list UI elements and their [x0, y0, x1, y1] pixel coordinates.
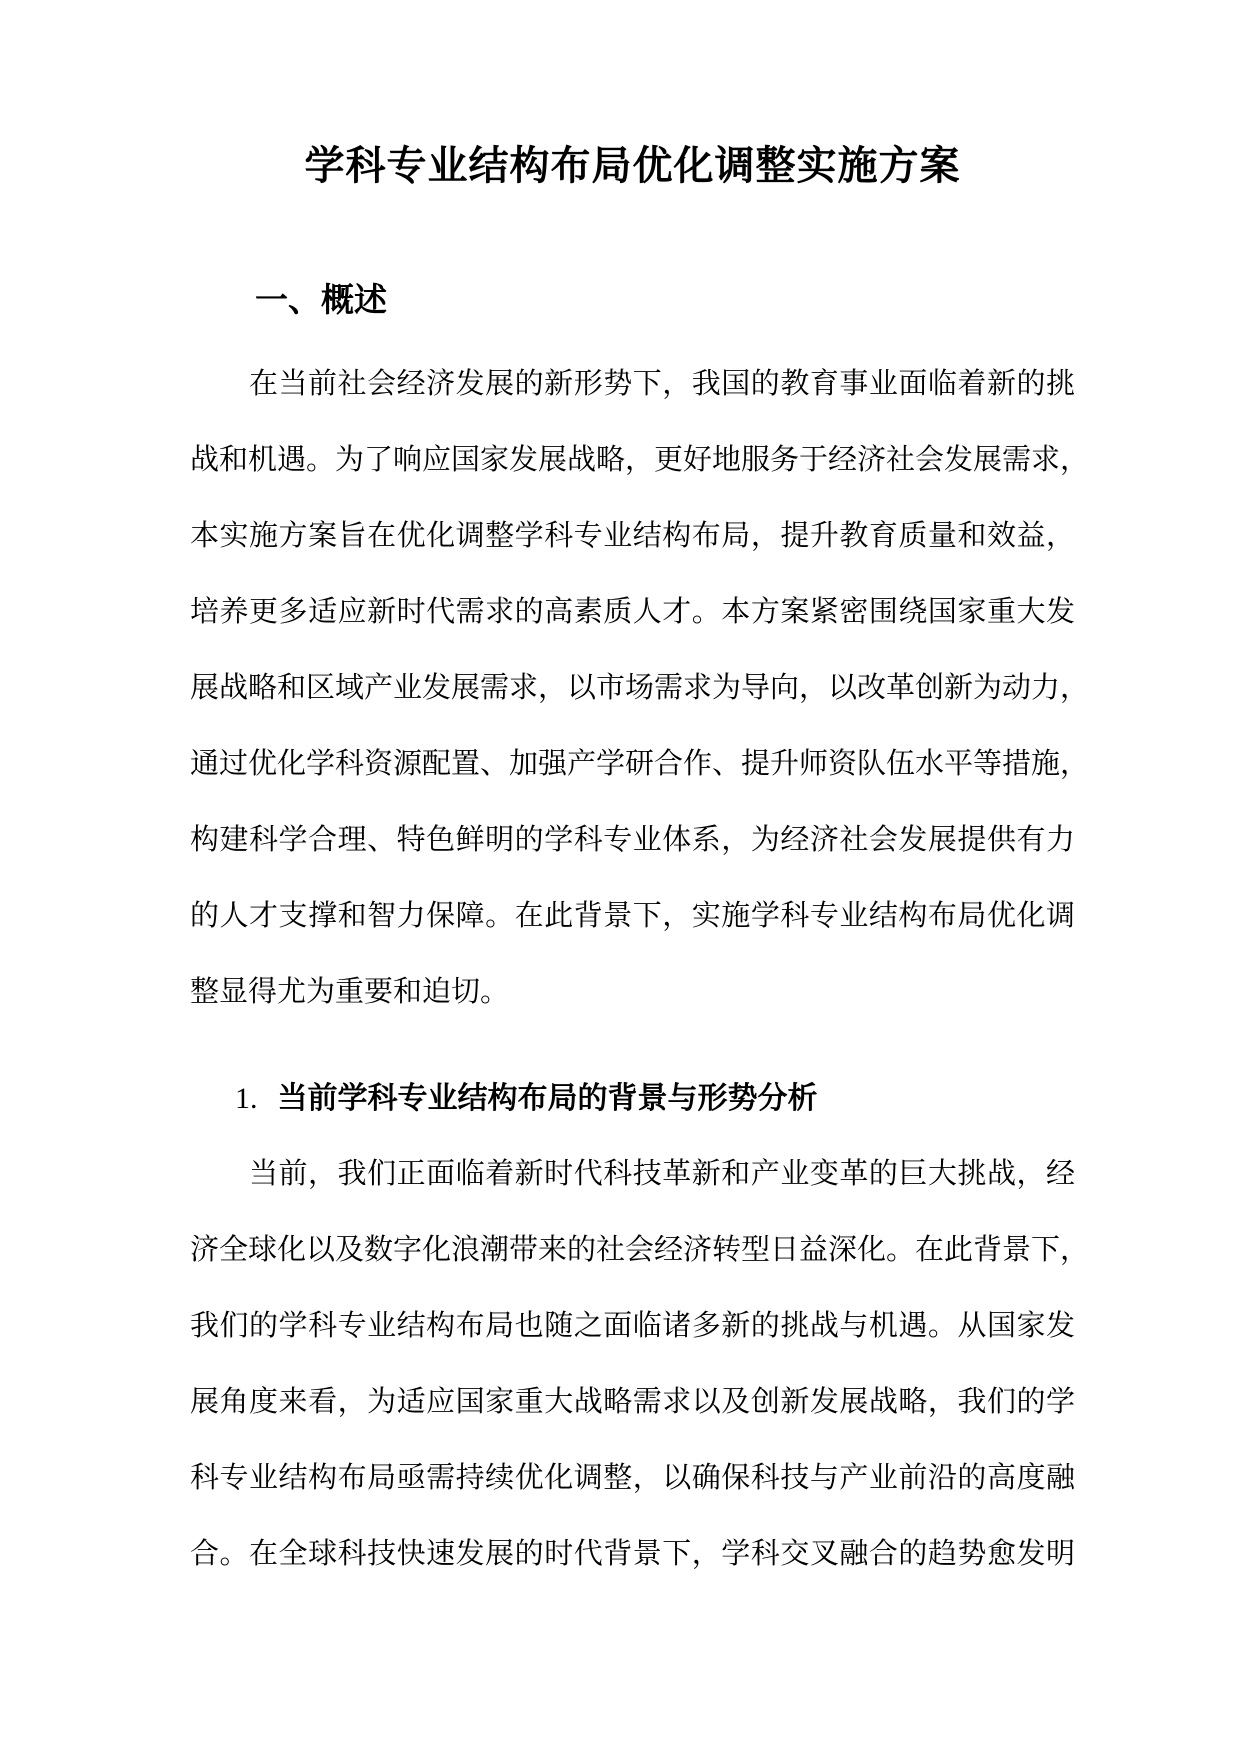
subsection-number: 1. [235, 1082, 258, 1115]
body-text-line: 科专业结构布局亟需持续优化调整，以确保科技与产业前沿的高度融 [190, 1462, 1075, 1494]
body-text-line: 在当前社会经济发展的新形势下，我国的教育事业面临着新的挑 [249, 368, 1075, 400]
body-text-line: 本实施方案旨在优化调整学科专业结构布局，提升教育质量和效益， [190, 520, 1075, 552]
background-analysis-paragraph [190, 1136, 1090, 1592]
document-content [190, 140, 1090, 1592]
body-text-line: 济全球化以及数字化浪潮带来的社会经济转型日益深化。在此背景下， [190, 1234, 1090, 1266]
body-text-line: 构建科学合理、特色鲜明的学科专业体系，为经济社会发展提供有力 [190, 824, 1075, 856]
body-text-line: 我们的学科专业结构布局也随之面临诸多新的挑战与机遇。从国家发 [190, 1310, 1075, 1342]
body-text-line: 展战略和区域产业发展需求，以市场需求为导向，以改革创新为动力， [190, 672, 1090, 704]
body-text-line: 战和机遇。为了响应国家发展战略，更好地服务于经济社会发展需求， [190, 444, 1090, 476]
body-text-line: 整显得尤为重要和迫切。 [190, 976, 510, 1008]
body-text-line: 通过优化学科资源配置、加强产学研合作、提升师资队伍水平等措施， [190, 748, 1090, 780]
section-heading-overview: 一、概述 [255, 280, 387, 319]
subsection-heading-text: 当前学科专业结构布局的背景与形势分析 [277, 1081, 818, 1116]
overview-paragraph [190, 346, 1090, 1030]
body-text-line: 展角度来看，为适应国家重大战略需求以及创新发展战略，我们的学 [190, 1386, 1075, 1418]
subsection-heading-background-analysis [235, 1078, 1075, 1120]
document-title: 学科专业结构布局优化调整实施方案 [304, 143, 961, 189]
body-text-line: 当前，我们正面临着新时代科技革新和产业变革的巨大挑战，经 [249, 1158, 1075, 1190]
body-text-line: 的人才支撑和智力保障。在此背景下，实施学科专业结构布局优化调 [190, 900, 1075, 932]
body-text-line: 培养更多适应新时代需求的高素质人才。本方案紧密围绕国家重大发 [190, 596, 1075, 628]
body-text-line: 合。在全球科技快速发展的时代背景下，学科交叉融合的趋势愈发明 [190, 1538, 1075, 1570]
